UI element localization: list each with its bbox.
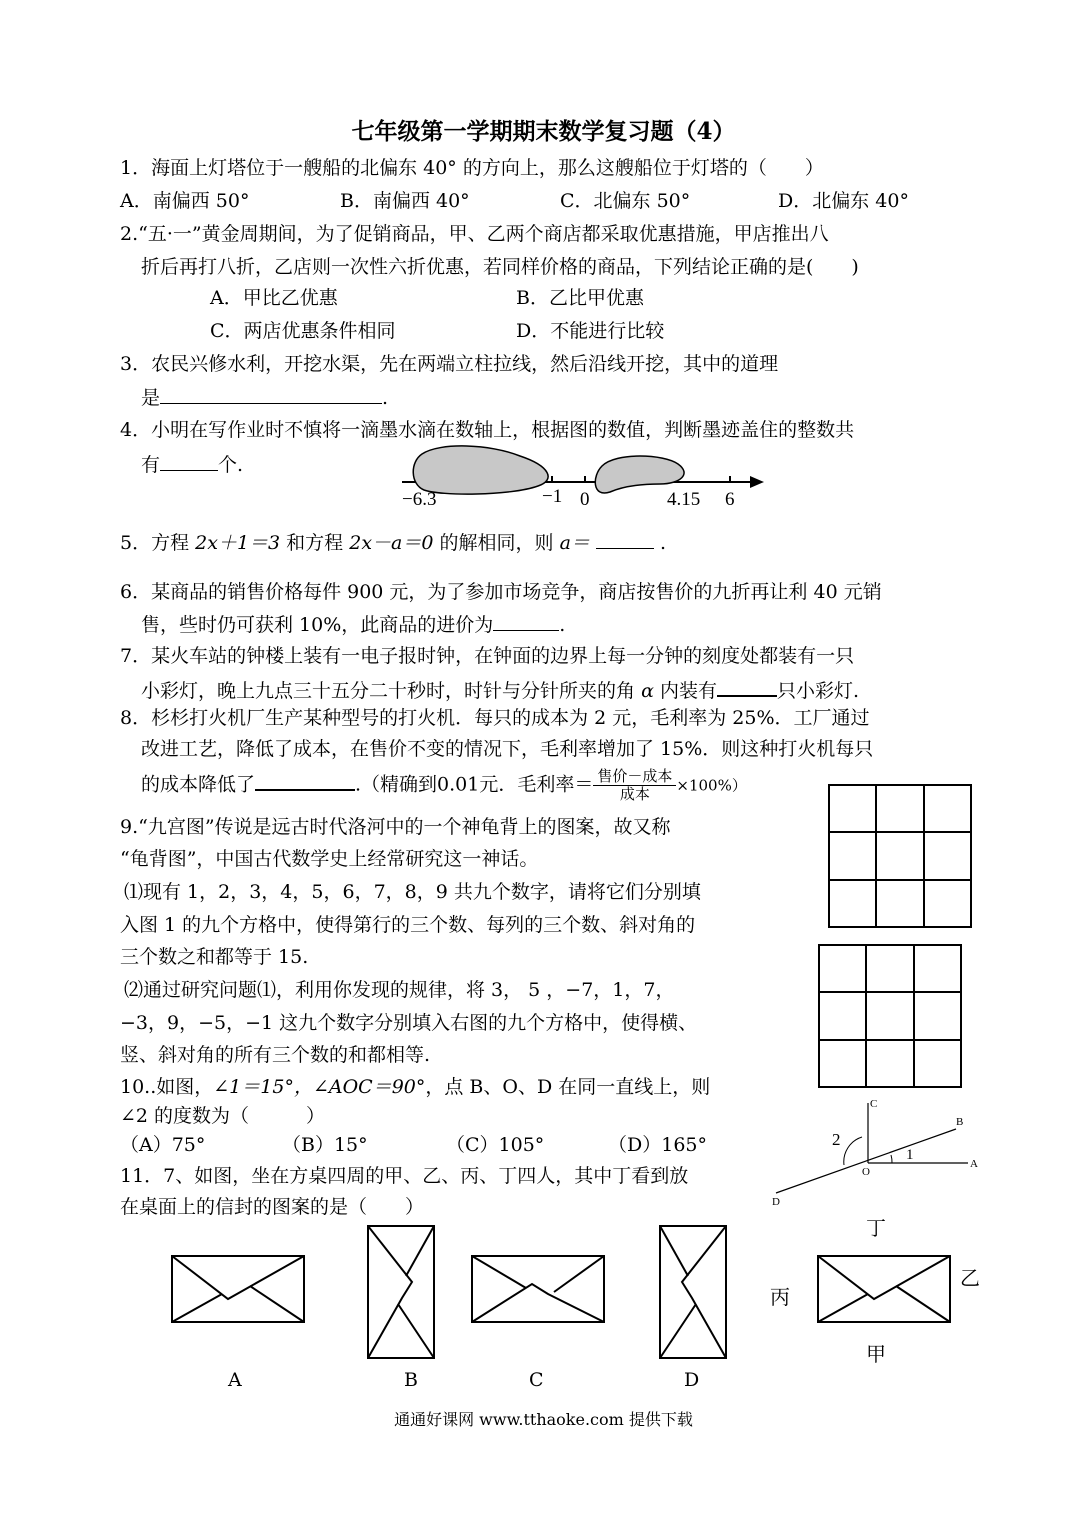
envelope-option-b	[366, 1224, 436, 1360]
q2-line1: 2.“五·一”黄金周期间，为了促销商品，甲、乙两个商店都采取优惠措施，甲店推出八	[120, 223, 829, 245]
q1-option-a: A．南偏西 50°	[120, 190, 250, 212]
q8-line3	[141, 768, 747, 803]
magic-square-grid-1	[828, 784, 972, 928]
q7-line2	[141, 677, 859, 703]
q5-pre: 5．方程	[120, 532, 190, 554]
q7-line2-end: 只小彩灯.	[776, 680, 860, 702]
q7-alpha: α	[641, 680, 654, 702]
point-a-label: A	[970, 1158, 978, 1170]
tick-label: 0	[580, 489, 590, 510]
q10-line1-prefix: 10..如图，	[120, 1076, 214, 1098]
q10-line1	[120, 1075, 710, 1099]
person-yi-label: 乙	[960, 1266, 980, 1290]
envelope-option-c	[470, 1254, 606, 1324]
envelope-option-d	[658, 1224, 728, 1360]
q9-line3: ⑴现有 1，2，3，4，5，6，7，8，9 共九个数字，请将它们分别填	[124, 881, 701, 903]
q2-line2: 折后再打八折，乙店则一次性六折优惠，若同样价格的商品，下列结论正确的是( )	[141, 256, 859, 278]
q4-line2	[141, 452, 243, 477]
q8-line3-note: .（精确到0.01元．毛利率＝	[355, 773, 594, 796]
tick-label: 6	[725, 489, 735, 510]
q5-mid: 和方程	[286, 532, 344, 554]
q4-line1: 4．小明在写作业时不慎将一滴墨水滴在数轴上，根据图的数值，判断墨迹盖住的整数共	[120, 419, 855, 441]
point-o-label: O	[862, 1166, 870, 1178]
q3-answer-blank[interactable]	[160, 385, 382, 404]
q5-post: 的解相同，则	[439, 532, 554, 554]
ink-blot-left	[413, 446, 548, 494]
q5-end: .	[660, 532, 667, 554]
q7-line2-text: 小彩灯，晚上九点三十五分二十秒时，时针与分针所夹的角	[141, 680, 636, 702]
q6-answer-blank[interactable]	[493, 612, 559, 631]
angle-1-label: 1	[906, 1147, 914, 1163]
magic-square-grid-2	[818, 944, 962, 1088]
q4-line2-suffix: 个.	[218, 454, 244, 476]
envelope-label-d: D	[684, 1369, 700, 1391]
q6-line2-end: .	[559, 614, 566, 636]
q9-line4: 入图 1 的九个方格中，使得第行的三个数、每列的三个数、斜对角的	[120, 914, 696, 936]
q10-option-d: （D）165°	[608, 1134, 707, 1156]
tick-label: −6.3	[402, 489, 437, 510]
q8-line3-text: 的成本降低了	[141, 773, 256, 796]
q2-option-b: B．乙比甲优惠	[516, 287, 644, 309]
envelope-label-a: A	[228, 1369, 242, 1391]
ink-blot-right	[595, 456, 684, 493]
q2-option-d: D．不能进行比较	[516, 320, 665, 342]
point-c-label: C	[870, 1098, 878, 1110]
tick-label: −1	[542, 486, 563, 507]
q8-line2: 改进工艺，降低了成本，在售价不变的情况下，毛利率增加了 15%．则这种打火机每只	[141, 738, 874, 760]
number-line-figure	[380, 440, 780, 515]
q10-option-c: （C）105°	[446, 1134, 545, 1156]
tick-label: 4.15	[667, 489, 701, 510]
q6-line1: 6．某商品的销售价格每件 900 元，为了参加市场竞争，商店按售价的九折再让利 40 元销	[120, 581, 882, 603]
angle-figure	[770, 1095, 985, 1210]
q7-answer-blank[interactable]	[717, 677, 777, 697]
angle-2-label: 2	[832, 1130, 841, 1149]
q5-eq1: 2x＋1＝3	[195, 532, 281, 554]
number-line-arrow	[750, 476, 764, 488]
q2-option-c: C．两店优惠条件相同	[210, 320, 396, 342]
q4-answer-blank[interactable]	[160, 452, 218, 471]
point-b-label: B	[956, 1116, 964, 1128]
q11-line2: 在桌面上的信封的图案的是（ ）	[120, 1196, 425, 1218]
envelope-option-a	[170, 1254, 306, 1324]
angle-2-arc	[844, 1137, 862, 1165]
q10-line2: ∠2 的度数为（ ）	[120, 1105, 326, 1127]
page-title: 七年级第一学期期末数学复习题（4）	[351, 118, 736, 145]
q4-line2-prefix: 有	[141, 454, 161, 476]
q9-line6: ⑵通过研究问题⑴，利用你发现的规律，将 3， 5 ，−7，1，7，	[124, 979, 675, 1001]
q5-line	[120, 530, 666, 555]
person-bing-label: 丙	[770, 1285, 790, 1309]
line-bod	[776, 1129, 956, 1193]
q8-percent: ×100%）	[676, 776, 747, 795]
q9-line2: “龟背图”，中国古代数学史上经常研究这一神话。	[120, 848, 539, 870]
person-jia-label: 甲	[866, 1342, 886, 1366]
table-envelope	[816, 1254, 952, 1324]
q5-eq2: 2x－a＝0	[349, 532, 434, 554]
q3-line2-suffix: .	[382, 387, 389, 409]
gross-margin-fraction	[593, 768, 676, 803]
q10-angles: ∠1＝15°，∠AOC＝90°	[213, 1076, 426, 1098]
fraction-numerator: 售价－成本	[593, 768, 676, 786]
q1-stem: 1．海面上灯塔位于一艘船的北偏东 40° 的方向上，那么这艘船位于灯塔的（ ）	[120, 157, 824, 179]
point-d-label: D	[772, 1196, 780, 1208]
q9-line7: −3，9，−5，−1 这九个数字分别填入右图的九个方格中，使得横、	[120, 1012, 698, 1034]
q2-option-a: A．甲比乙优惠	[210, 287, 338, 309]
q1-option-b: B．南偏西 40°	[340, 190, 470, 212]
q8-line1: 8．杉杉打火机厂生产某种型号的打火机．每只的成本为 2 元，毛利率为 25%．工厂通过	[120, 707, 870, 729]
person-ding-label: 丁	[866, 1216, 886, 1240]
q6-line2	[141, 612, 565, 637]
q5-answer-blank[interactable]	[596, 530, 654, 549]
q5-var: a＝	[559, 532, 590, 554]
q8-answer-blank[interactable]	[255, 771, 355, 791]
q1-option-c: C．北偏东 50°	[560, 190, 691, 212]
q9-line1: 9.“九宫图”传说是远古时代洛河中的一个神龟背上的图案，故又称	[120, 816, 671, 838]
q7-line2-mid: 内装有	[659, 680, 717, 702]
envelope-label-c: C	[529, 1369, 544, 1391]
q3-line1: 3．农民兴修水利，开挖水渠，先在两端立柱拉线，然后沿线开挖，其中的道理	[120, 353, 779, 375]
q6-line2-text: 售，些时仍可获利 10%，此商品的进价为	[141, 614, 494, 636]
angle-1-arc	[891, 1155, 892, 1163]
q11-line1: 11．7、如图，坐在方桌四周的甲、乙、丙、丁四人，其中丁看到放	[120, 1165, 689, 1187]
q9-line8: 竖、斜对角的所有三个数的和都相等.	[120, 1044, 431, 1066]
q9-line5: 三个数之和都等于 15.	[120, 946, 309, 968]
q7-line1: 7．某火车站的钟楼上装有一电子报时钟，在钟面的边界上每一分钟的刻度处都装有一只	[120, 645, 855, 667]
page-footer: 通通好课网 www.tthaoke.com 提供下载	[394, 1410, 693, 1429]
fraction-denominator: 成本	[619, 785, 650, 803]
q10-option-a: （A）75°	[120, 1134, 206, 1156]
q3-line2	[141, 385, 388, 410]
q10-option-b: （B）15°	[282, 1134, 368, 1156]
envelope-label-b: B	[404, 1369, 418, 1391]
q3-line2-prefix: 是	[141, 387, 161, 409]
q10-line1-suffix: ，点 B、O、D 在同一直线上，则	[425, 1076, 711, 1098]
q1-option-d: D．北偏东 40°	[778, 190, 909, 212]
